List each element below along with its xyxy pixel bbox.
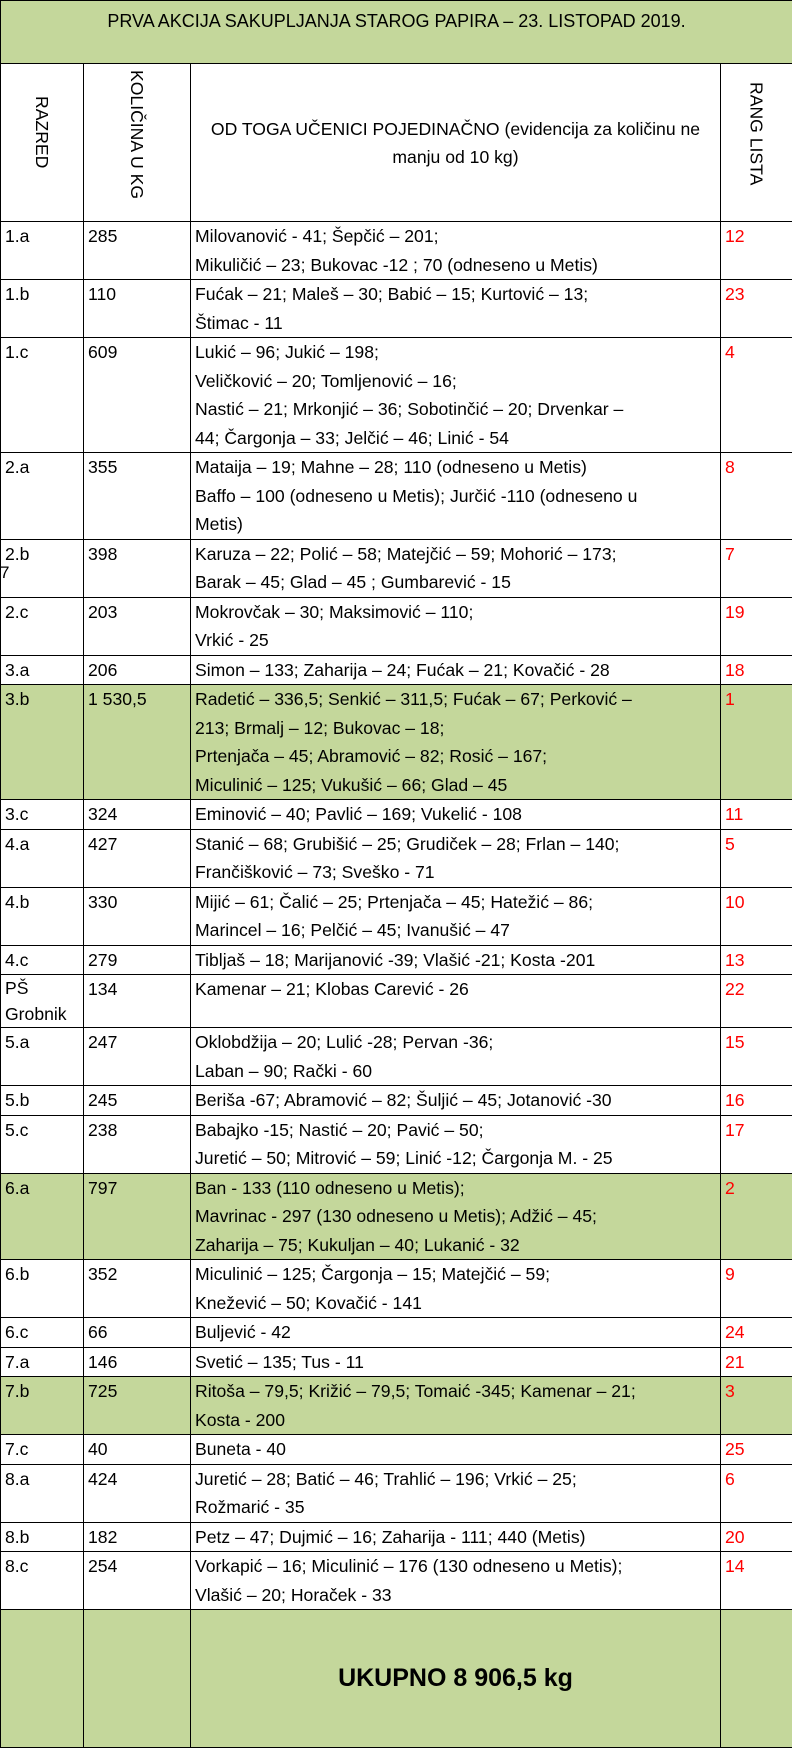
students-line: Juretić – 28; Batić – 46; Trahlić – 196; Vrkić – 25;: [195, 1465, 716, 1494]
students-line: Eminović – 40; Pavlić – 169; Vukelić - 108: [195, 800, 716, 829]
class-cell: 6.c: [1, 1318, 84, 1348]
table-row: [1, 1173, 792, 1260]
total-empty-cell: [721, 1610, 792, 1748]
rank-cell: 15: [721, 1028, 792, 1086]
students-line: Tibljaš – 18; Marijanović -39; Vlašić -21; Kosta -201: [195, 946, 716, 975]
students-line: Miculinić – 125; Čargonja – 15; Matejčić – 59;: [195, 1260, 716, 1289]
quantity-cell: 285: [84, 222, 191, 280]
students-line: Miculinić – 125; Vukušić – 66; Glad – 45: [195, 771, 716, 800]
students-cell: [191, 1086, 721, 1116]
students-cell: [191, 945, 721, 975]
class-cell: 7.b: [1, 1377, 84, 1435]
class-cell: 1.b: [1, 280, 84, 338]
quantity-cell: 725: [84, 1377, 191, 1435]
stray-mark: 7: [0, 563, 9, 583]
quantity-cell: 1 530,5: [84, 685, 191, 800]
class-cell: PŠ Grobnik: [1, 975, 84, 1028]
rank-cell: 3: [721, 1377, 792, 1435]
quantity-cell: 324: [84, 800, 191, 830]
class-cell: 1.c: [1, 338, 84, 453]
students-line: Lukić – 96; Jukić – 198;: [195, 338, 716, 367]
quantity-cell: 66: [84, 1318, 191, 1348]
students-cell: [191, 1552, 721, 1610]
rank-cell: 2: [721, 1173, 792, 1260]
class-cell: 3.b: [1, 685, 84, 800]
students-line: Buneta - 40: [195, 1435, 716, 1464]
class-cell: 4.b: [1, 887, 84, 945]
header-razred-label: RAZRED: [31, 96, 53, 168]
rank-cell: 7: [721, 539, 792, 597]
quantity-cell: 238: [84, 1115, 191, 1173]
table-row: [1, 945, 792, 975]
students-line: Metis): [195, 510, 716, 539]
table-row: [1, 280, 792, 338]
quantity-cell: 182: [84, 1522, 191, 1552]
students-line: Mikuličić – 23; Bukovac -12 ; 70 (odneseno u Metis): [195, 251, 716, 280]
quantity-cell: 352: [84, 1260, 191, 1318]
rank-cell: 6: [721, 1464, 792, 1522]
students-line: Rožmarić - 35: [195, 1493, 716, 1522]
students-cell: [191, 1173, 721, 1260]
class-cell: 3.a: [1, 655, 84, 685]
total-empty-cell: [1, 1610, 84, 1748]
rank-cell: 1: [721, 685, 792, 800]
students-line: Marincel – 16; Pelčić – 45; Ivanušić – 47: [195, 916, 716, 945]
class-cell: 4.a: [1, 829, 84, 887]
class-cell: 7.a: [1, 1347, 84, 1377]
class-cell: 7.c: [1, 1435, 84, 1465]
students-line: Buljević - 42: [195, 1318, 716, 1347]
students-line: Simon – 133; Zaharija – 24; Fućak – 21; Kovačić - 28: [195, 656, 716, 685]
table-row: [1, 1377, 792, 1435]
class-cell: 8.c: [1, 1552, 84, 1610]
table-row: [1, 222, 792, 280]
students-cell: [191, 887, 721, 945]
students-line: Karuza – 22; Polić – 58; Matejčić – 59; Mohorić – 173;: [195, 540, 716, 569]
students-line: Mataija – 19; Mahne – 28; 110 (odneseno u Metis): [195, 453, 716, 482]
students-line: Stanić – 68; Grubišić – 25; Grudiček – 28; Frlan – 140;: [195, 830, 716, 859]
table-row: [1, 829, 792, 887]
students-line: Radetić – 336,5; Senkić – 311,5; Fućak – 67; Perković –: [195, 685, 716, 714]
quantity-cell: 245: [84, 1086, 191, 1116]
class-cell: 5.a: [1, 1028, 84, 1086]
students-cell: [191, 453, 721, 540]
quantity-cell: 134: [84, 975, 191, 1028]
rank-cell: 10: [721, 887, 792, 945]
students-cell: [191, 800, 721, 830]
class-cell: 6.a: [1, 1173, 84, 1260]
quantity-cell: 398: [84, 539, 191, 597]
header-kolicina-label: KOLIČINA U KG: [126, 70, 148, 199]
total-row: [1, 1610, 792, 1748]
class-cell: 5.b: [1, 1086, 84, 1116]
students-line: Vrkić - 25: [195, 626, 716, 655]
table-row: [1, 800, 792, 830]
quantity-cell: 247: [84, 1028, 191, 1086]
table-row: [1, 539, 792, 597]
rank-cell: 13: [721, 945, 792, 975]
students-line: Nastić – 21; Mrkonjić – 36; Sobotinčić – 20; Drvenkar –: [195, 395, 716, 424]
quantity-cell: 797: [84, 1173, 191, 1260]
table-row: [1, 1260, 792, 1318]
quantity-cell: 40: [84, 1435, 191, 1465]
quantity-cell: 254: [84, 1552, 191, 1610]
quantity-cell: 424: [84, 1464, 191, 1522]
total-empty-cell: [84, 1610, 191, 1748]
class-cell: 2.a: [1, 453, 84, 540]
students-cell: [191, 539, 721, 597]
rank-cell: 24: [721, 1318, 792, 1348]
students-line: Kamenar – 21; Klobas Carević - 26: [195, 975, 716, 1004]
students-cell: [191, 1115, 721, 1173]
students-line: Ban - 133 (110 odneseno u Metis);: [195, 1174, 716, 1203]
students-line: Frančišković – 73; Sveško - 71: [195, 858, 716, 887]
table-row: [1, 887, 792, 945]
table-row: [1, 1318, 792, 1348]
header-rang-label: RANG LISTA: [746, 82, 768, 185]
table-row: [1, 685, 792, 800]
students-line: Fućak – 21; Maleš – 30; Babić – 15; Kurtović – 13;: [195, 280, 716, 309]
students-line: Mijić – 61; Čalić – 25; Prtenjača – 45; Hatežić – 86;: [195, 888, 716, 917]
header-razred: [1, 64, 84, 222]
students-line: Svetić – 135; Tus - 11: [195, 1348, 716, 1377]
table-row: [1, 1028, 792, 1086]
students-cell: [191, 1464, 721, 1522]
quantity-cell: 110: [84, 280, 191, 338]
students-cell: [191, 1522, 721, 1552]
students-cell: [191, 975, 721, 1028]
header-row: [1, 64, 792, 222]
table-row: [1, 597, 792, 655]
table-row: [1, 1435, 792, 1465]
rank-cell: 23: [721, 280, 792, 338]
students-line: 213; Brmalj – 12; Bukovac – 18;: [195, 714, 716, 743]
students-cell: [191, 1318, 721, 1348]
students-line: Zaharija – 75; Kukuljan – 40; Lukanić - 32: [195, 1231, 716, 1260]
class-cell: 8.b: [1, 1522, 84, 1552]
class-cell: 8.a: [1, 1464, 84, 1522]
quantity-cell: 609: [84, 338, 191, 453]
students-line: Barak – 45; Glad – 45 ; Gumbarević - 15: [195, 568, 716, 597]
rank-cell: 20: [721, 1522, 792, 1552]
students-line: Knežević – 50; Kovačić - 141: [195, 1289, 716, 1318]
students-line: Oklobdžija – 20; Lulić -28; Pervan -36;: [195, 1028, 716, 1057]
table-row: [1, 453, 792, 540]
class-cell: 2.b: [1, 539, 84, 597]
quantity-cell: 427: [84, 829, 191, 887]
students-cell: [191, 1028, 721, 1086]
students-cell: [191, 1435, 721, 1465]
table-row: [1, 655, 792, 685]
table-row: [1, 1347, 792, 1377]
students-cell: [191, 829, 721, 887]
rank-cell: 25: [721, 1435, 792, 1465]
students-cell: [191, 685, 721, 800]
students-line: Baffo – 100 (odneseno u Metis); Jurčić -110 (odneseno u: [195, 482, 716, 511]
students-line: Babajko -15; Nastić – 20; Pavić – 50;: [195, 1116, 716, 1145]
class-cell: 3.c: [1, 800, 84, 830]
students-line: Mavrinac - 297 (130 odneseno u Metis); Adžić – 45;: [195, 1202, 716, 1231]
students-line: Mokrovčak – 30; Maksimović – 110;: [195, 598, 716, 627]
students-line: Vlašić – 20; Horaček - 33: [195, 1581, 716, 1610]
quantity-cell: 203: [84, 597, 191, 655]
table-row: [1, 975, 792, 1028]
students-line: Laban – 90; Rački - 60: [195, 1057, 716, 1086]
students-line: Prtenjača – 45; Abramović – 82; Rosić – 167;: [195, 742, 716, 771]
students-line: 44; Čargonja – 33; Jelčić – 46; Linić - 54: [195, 424, 716, 453]
rank-cell: 5: [721, 829, 792, 887]
quantity-cell: 279: [84, 945, 191, 975]
rank-cell: 19: [721, 597, 792, 655]
header-description: OD TOGA UČENICI POJEDINAČNO (evidencija za količinu ne manju od 10 kg): [191, 64, 721, 222]
students-line: Beriša -67; Abramović – 82; Šuljić – 45; Jotanović -30: [195, 1086, 716, 1115]
students-cell: [191, 655, 721, 685]
quantity-cell: 206: [84, 655, 191, 685]
students-line: Juretić – 50; Mitrović – 59; Linić -12; Čargonja M. - 25: [195, 1144, 716, 1173]
rank-cell: 4: [721, 338, 792, 453]
rank-cell: 16: [721, 1086, 792, 1116]
title-row: [1, 1, 792, 64]
students-cell: [191, 1377, 721, 1435]
total-sum: UKUPNO 8 906,5 kg: [191, 1610, 721, 1748]
table-row: [1, 338, 792, 453]
students-line: Štimac - 11: [195, 309, 716, 338]
class-cell: 6.b: [1, 1260, 84, 1318]
rank-cell: 22: [721, 975, 792, 1028]
rank-cell: 9: [721, 1260, 792, 1318]
table-row: [1, 1086, 792, 1116]
students-cell: [191, 338, 721, 453]
students-cell: [191, 597, 721, 655]
rank-cell: 8: [721, 453, 792, 540]
header-kolicina: [84, 64, 191, 222]
students-line: Ritoša – 79,5; Križić – 79,5; Tomaić -345; Kamenar – 21;: [195, 1377, 716, 1406]
class-cell: 5.c: [1, 1115, 84, 1173]
rank-cell: 17: [721, 1115, 792, 1173]
class-cell: 2.c: [1, 597, 84, 655]
header-rang: [721, 64, 792, 222]
quantity-cell: 146: [84, 1347, 191, 1377]
class-cell: 4.c: [1, 945, 84, 975]
students-line: Vorkapić – 16; Miculinić – 176 (130 odneseno u Metis);: [195, 1552, 716, 1581]
students-line: Petz – 47; Dujmić – 16; Zaharija - 111; 440 (Metis): [195, 1523, 716, 1552]
class-cell: 1.a: [1, 222, 84, 280]
students-cell: [191, 1260, 721, 1318]
rank-cell: 21: [721, 1347, 792, 1377]
rank-cell: 14: [721, 1552, 792, 1610]
students-line: Veličković – 20; Tomljenović – 16;: [195, 367, 716, 396]
students-cell: [191, 222, 721, 280]
rank-cell: 11: [721, 800, 792, 830]
page-title: PRVA AKCIJA SAKUPLJANJA STAROG PAPIRA – 23. LISTOPAD 2019.: [1, 1, 792, 64]
table-row: [1, 1115, 792, 1173]
table-row: [1, 1464, 792, 1522]
table-row: [1, 1522, 792, 1552]
table-row: [1, 1552, 792, 1610]
rank-cell: 18: [721, 655, 792, 685]
students-line: Milovanović - 41; Šepčić – 201;: [195, 222, 716, 251]
students-cell: [191, 1347, 721, 1377]
quantity-cell: 330: [84, 887, 191, 945]
students-line: Kosta - 200: [195, 1406, 716, 1435]
rank-cell: 12: [721, 222, 792, 280]
students-cell: [191, 280, 721, 338]
quantity-cell: 355: [84, 453, 191, 540]
